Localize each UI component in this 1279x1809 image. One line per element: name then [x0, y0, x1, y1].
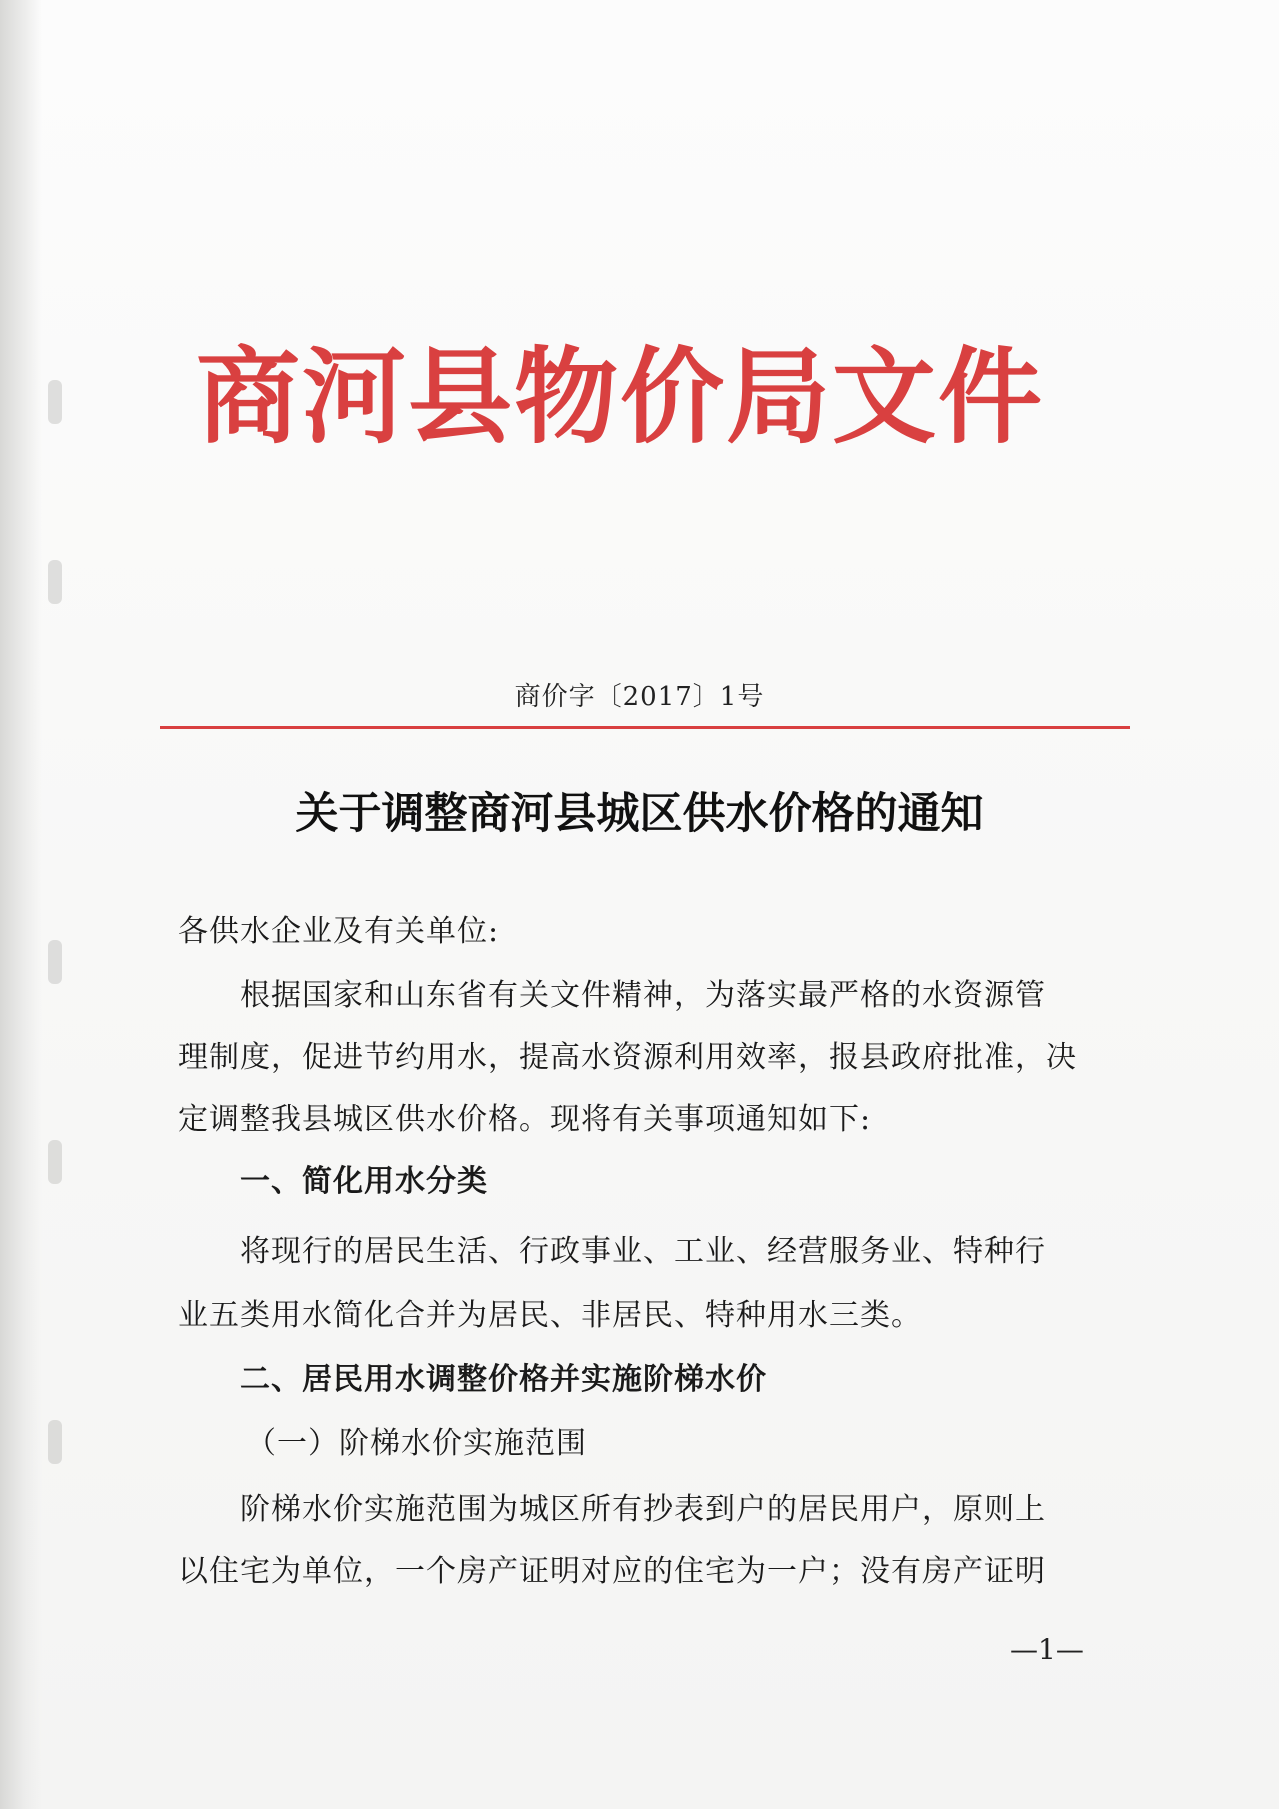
binding-marks — [48, 380, 68, 1480]
paragraph-line: 根据国家和山东省有关文件精神，为落实最严格的水资源管 — [240, 978, 1046, 1013]
paragraph-line: 理制度，促进节约用水，提高水资源利用效率，报县政府批准，决 — [178, 1040, 1077, 1075]
paragraph-line: 以住宅为单位，一个房产证明对应的住宅为一户；没有房产证明 — [178, 1554, 1046, 1589]
addressee: 各供水企业及有关单位: — [178, 914, 500, 949]
subsection-heading: （一）阶梯水价实施范围 — [246, 1426, 587, 1461]
paragraph-line: 阶梯水价实施范围为城区所有抄表到户的居民用户，原则上 — [240, 1492, 1046, 1527]
issuer-header-title: 商河县物价局文件 — [196, 336, 1045, 458]
red-separator-line — [160, 726, 1130, 729]
notice-title: 关于调整商河县城区供水价格的通知 — [295, 789, 984, 839]
section-heading: 二、居民用水调整价格并实施阶梯水价 — [240, 1362, 767, 1397]
page-number: —1— — [1010, 1633, 1084, 1666]
paragraph-line: 定调整我县城区供水价格。现将有关事项通知如下: — [178, 1102, 872, 1137]
section-heading: 一、简化用水分类 — [240, 1164, 488, 1199]
document-number: 商价字〔2017〕1号 — [514, 682, 765, 712]
paragraph-line: 业五类用水简化合并为居民、非居民、特种用水三类。 — [178, 1298, 922, 1333]
scan-edge-shadow — [0, 0, 42, 1809]
paragraph-line: 将现行的居民生活、行政事业、工业、经营服务业、特种行 — [240, 1234, 1046, 1269]
